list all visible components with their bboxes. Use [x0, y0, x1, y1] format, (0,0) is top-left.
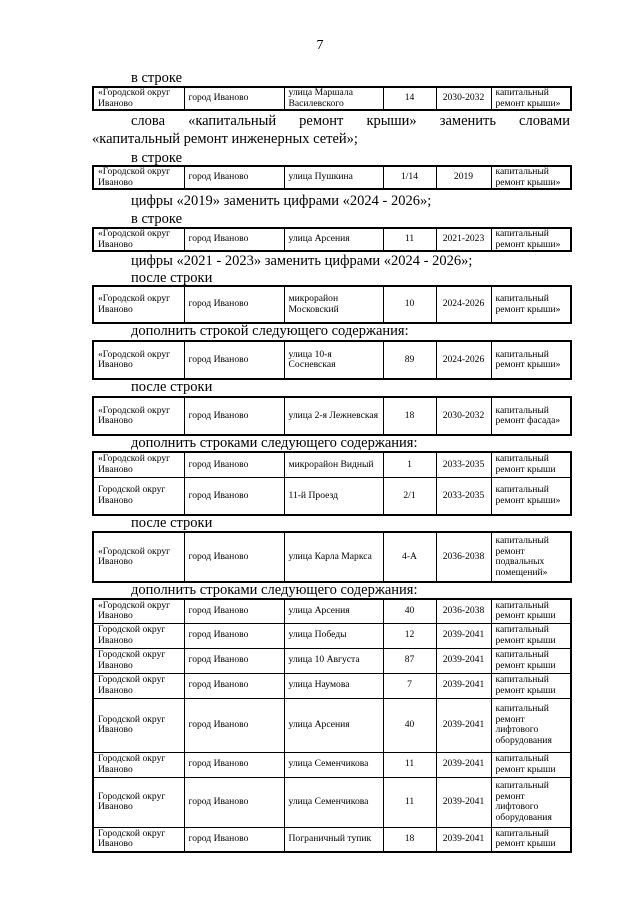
address-table — [92, 340, 572, 380]
district-cell: «Городской округ Иваново — [93, 341, 184, 379]
city-cell: город Иваново — [184, 452, 284, 477]
years-cell: 2033-2035 — [436, 477, 491, 515]
work-type-cell: капитальный ремонт крыши — [491, 827, 571, 852]
table-row — [93, 623, 571, 648]
years-cell: 2039-2041 — [436, 777, 491, 827]
address-table — [92, 451, 572, 516]
table-row — [93, 397, 571, 435]
district-cell: Городской округ Иваново — [93, 752, 184, 777]
district-cell: Городской округ Иваново — [93, 698, 184, 752]
years-cell: 2039-2041 — [436, 648, 491, 673]
district-cell: «Городской округ Иваново — [93, 599, 184, 623]
work-type-cell: капитальный ремонт крыши — [491, 599, 571, 623]
table-row — [93, 777, 571, 827]
instruction-text: дополнить строками следующего содержания: — [131, 582, 418, 598]
table-row — [93, 452, 571, 477]
years-cell: 2019 — [436, 166, 491, 189]
table-row — [93, 673, 571, 698]
street-cell: улица Победы — [284, 623, 383, 648]
house-number-cell: 40 — [383, 698, 436, 752]
district-cell: «Городской округ Иваново — [93, 286, 184, 323]
city-cell: город Иваново — [184, 477, 284, 515]
house-number-cell: 11 — [383, 777, 436, 827]
city-cell: город Иваново — [184, 827, 284, 852]
work-type-cell: капитальный ремонт лифтового оборудования — [491, 777, 571, 827]
street-cell: 11-й Проезд — [284, 477, 383, 515]
street-cell: улица Арсения — [284, 599, 383, 623]
city-cell: город Иваново — [184, 87, 284, 110]
years-cell: 2039-2041 — [436, 673, 491, 698]
instruction-text: после строки — [131, 379, 213, 395]
district-cell: «Городской округ Иваново — [93, 532, 184, 582]
house-number-cell: 11 — [383, 228, 436, 251]
table-row — [93, 341, 571, 379]
instruction-text: дополнить строками следующего содержания: — [131, 435, 418, 451]
work-type-cell: капитальный ремонт фасада» — [491, 397, 571, 435]
address-table — [92, 396, 572, 436]
table-row — [93, 87, 571, 110]
table-row — [93, 599, 571, 623]
city-cell: город Иваново — [184, 673, 284, 698]
table-row — [93, 477, 571, 515]
work-type-cell: капитальный ремонт крыши — [491, 648, 571, 673]
district-cell: Городской округ Иваново — [93, 648, 184, 673]
city-cell: город Иваново — [184, 599, 284, 623]
instruction-text: в строке — [131, 150, 183, 166]
street-cell: улица Наумова — [284, 673, 383, 698]
instruction-text: «капитальный ремонт инженерных сетей»; — [92, 131, 358, 147]
street-cell: улица Семенчикова — [284, 752, 383, 777]
street-cell: улица Маршала Василевского — [284, 87, 383, 110]
years-cell: 2033-2035 — [436, 452, 491, 477]
years-cell: 2039-2041 — [436, 752, 491, 777]
district-cell: «Городской округ Иваново — [93, 166, 184, 189]
city-cell: город Иваново — [184, 286, 284, 323]
work-type-cell: капитальный ремонт лифтового оборудования — [491, 698, 571, 752]
house-number-cell: 1 — [383, 452, 436, 477]
street-cell: улица Семенчикова — [284, 777, 383, 827]
address-table — [92, 165, 572, 190]
table-row — [93, 752, 571, 777]
table-row — [93, 228, 571, 251]
city-cell: город Иваново — [184, 532, 284, 582]
house-number-cell: 87 — [383, 648, 436, 673]
district-cell: «Городской округ Иваново — [93, 228, 184, 251]
district-cell: Городской округ Иваново — [93, 623, 184, 648]
district-cell: «Городской округ Иваново — [93, 452, 184, 477]
district-cell: Городской округ Иваново — [93, 777, 184, 827]
years-cell: 2036-2038 — [436, 532, 491, 582]
work-type-cell: капитальный ремонт крыши — [491, 623, 571, 648]
instruction-text: после строки — [131, 515, 213, 531]
table-row — [93, 648, 571, 673]
table-row — [93, 286, 571, 323]
page-number: 7 — [316, 38, 324, 53]
work-type-cell: капитальный ремонт крыши — [491, 673, 571, 698]
house-number-cell: 10 — [383, 286, 436, 323]
house-number-cell: 2/1 — [383, 477, 436, 515]
instruction-text: слова «капитальный ремонт крыши» заменить словами — [131, 113, 570, 129]
years-cell: 2039-2041 — [436, 698, 491, 752]
street-cell: Пограничный тупик — [284, 827, 383, 852]
house-number-cell: 18 — [383, 397, 436, 435]
house-number-cell: 4-А — [383, 532, 436, 582]
address-table — [92, 531, 572, 583]
district-cell: Городской округ Иваново — [93, 673, 184, 698]
district-cell: «Городской округ Иваново — [93, 397, 184, 435]
work-type-cell: капитальный ремонт крыши» — [491, 286, 571, 323]
city-cell: город Иваново — [184, 341, 284, 379]
street-cell: улица 10-я Сосневская — [284, 341, 383, 379]
street-cell: улица Пушкина — [284, 166, 383, 189]
city-cell: город Иваново — [184, 228, 284, 251]
table-row — [93, 827, 571, 852]
house-number-cell: 40 — [383, 599, 436, 623]
city-cell: город Иваново — [184, 166, 284, 189]
city-cell: город Иваново — [184, 648, 284, 673]
work-type-cell: капитальный ремонт крыши» — [491, 166, 571, 189]
house-number-cell: 1/14 — [383, 166, 436, 189]
street-cell: улица Карла Маркса — [284, 532, 383, 582]
district-cell: Городской округ Иваново — [93, 827, 184, 852]
table-row — [93, 698, 571, 752]
house-number-cell: 14 — [383, 87, 436, 110]
address-table — [92, 227, 572, 252]
street-cell: улица Арсения — [284, 698, 383, 752]
years-cell: 2024-2026 — [436, 286, 491, 323]
house-number-cell: 12 — [383, 623, 436, 648]
city-cell: город Иваново — [184, 777, 284, 827]
instruction-text: цифры «2021 - 2023» заменить цифрами «2024 - 2026»; — [131, 253, 473, 269]
years-cell: 2021-2023 — [436, 228, 491, 251]
city-cell: город Иваново — [184, 752, 284, 777]
instruction-text: цифры «2019» заменить цифрами «2024 - 2026»; — [131, 193, 432, 209]
work-type-cell: капитальный ремонт крыши — [491, 752, 571, 777]
house-number-cell: 18 — [383, 827, 436, 852]
work-type-cell: капитальный ремонт крыши — [491, 452, 571, 477]
city-cell: город Иваново — [184, 397, 284, 435]
address-table — [92, 285, 572, 324]
instruction-text: в строке — [131, 70, 183, 86]
street-cell: улица Арсения — [284, 228, 383, 251]
years-cell: 2039-2041 — [436, 827, 491, 852]
address-table — [92, 86, 572, 111]
instruction-text: после строки — [131, 270, 213, 286]
address-table — [92, 598, 572, 853]
house-number-cell: 7 — [383, 673, 436, 698]
house-number-cell: 89 — [383, 341, 436, 379]
years-cell: 2024-2026 — [436, 341, 491, 379]
table-row — [93, 166, 571, 189]
city-cell: город Иваново — [184, 698, 284, 752]
city-cell: город Иваново — [184, 623, 284, 648]
district-cell: Городской округ Иваново — [93, 477, 184, 515]
work-type-cell: капитальный ремонт крыши» — [491, 477, 571, 515]
work-type-cell: капитальный ремонт крыши» — [491, 87, 571, 110]
house-number-cell: 11 — [383, 752, 436, 777]
work-type-cell: капитальный ремонт крыши» — [491, 341, 571, 379]
years-cell: 2039-2041 — [436, 623, 491, 648]
years-cell: 2030-2032 — [436, 397, 491, 435]
instruction-text: в строке — [131, 211, 183, 227]
years-cell: 2030-2032 — [436, 87, 491, 110]
table-row — [93, 532, 571, 582]
street-cell: улица 10 Августа — [284, 648, 383, 673]
street-cell: микрорайон Видный — [284, 452, 383, 477]
street-cell: микрорайон Московский — [284, 286, 383, 323]
work-type-cell: капитальный ремонт подвальных помещений» — [491, 532, 571, 582]
years-cell: 2036-2038 — [436, 599, 491, 623]
district-cell: «Городской округ Иваново — [93, 87, 184, 110]
instruction-text: дополнить строкой следующего содержания: — [131, 323, 409, 339]
street-cell: улица 2-я Лежневская — [284, 397, 383, 435]
work-type-cell: капитальный ремонт крыши» — [491, 228, 571, 251]
